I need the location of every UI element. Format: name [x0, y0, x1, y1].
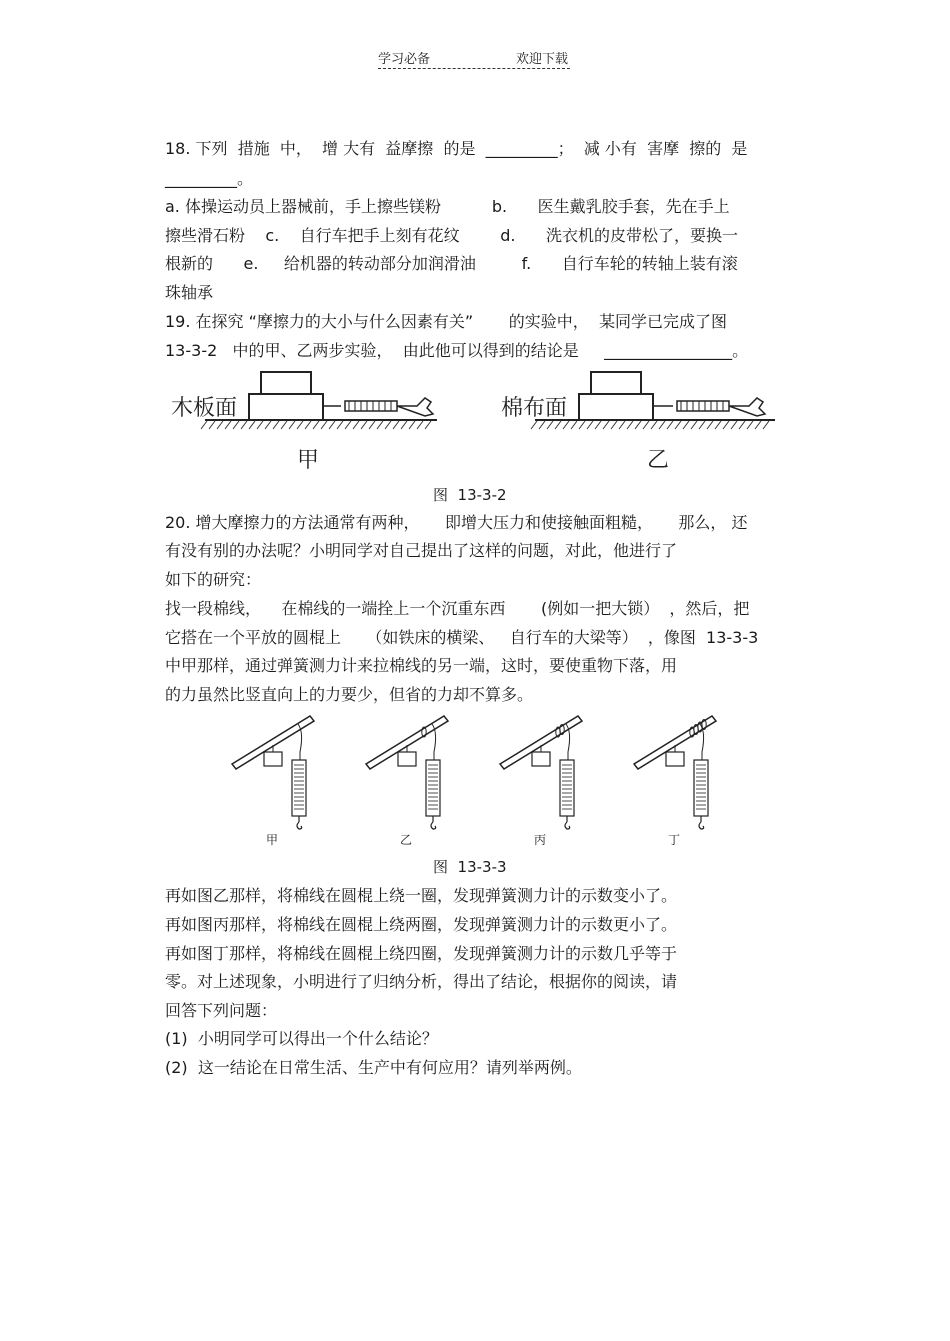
- panel-label: 乙: [400, 833, 413, 847]
- text-line: 再如图丙那样，将棉线在圆棍上绕两圈，发现弹簧测力计的示数更小了。: [165, 915, 678, 934]
- text-line: 找一段棉线， 在棉线的一端拴上一个沉重东西 (例如一把大锁） ，然后，把: [165, 599, 750, 618]
- text-line: 根新的 e. 给机器的转动部分加润滑油 f. 自行车轮的转轴上装有滚: [165, 254, 738, 273]
- text-line: (2) 这一结论在日常生活、生产中有何应用？请列举两例。: [165, 1058, 582, 1077]
- rod-panel: [634, 716, 716, 847]
- friction-setup-wood: [171, 372, 437, 473]
- surface-label-cotton: 棉布面: [501, 396, 568, 421]
- figure-label-yi: 乙: [647, 448, 670, 473]
- text-line: 珠轴承: [165, 283, 214, 302]
- rod-panel: [500, 716, 582, 847]
- text-line: 擦些滑石粉 c. 自行车把手上刻有花纹 d. 洗衣机的皮带松了，要换一: [165, 226, 739, 245]
- text-line: 18. 下列 措施 中， 增 大有 益摩擦 的是 _________； 减 小有 害摩 擦的 是: [165, 139, 748, 158]
- panel-label: 丁: [668, 833, 681, 847]
- friction-setup-cotton: [501, 372, 775, 473]
- text-line: 它搭在一个平放的圆棍上 （如铁床的横梁、 自行车的大梁等） ，像图 13-3-3: [165, 628, 759, 647]
- figure-caption-13-3-2: 图 13-3-2: [433, 486, 507, 504]
- text-line: 回答下列问题：: [165, 1001, 278, 1020]
- text-line: 20. 增大摩擦力的方法通常有两种， 即增大压力和使接触面粗糙， 那么， 还: [165, 513, 748, 532]
- text-line: 19. 在探究 “摩擦力的大小与什么因素有关” 的实验中， 某同学已完成了图: [165, 312, 727, 331]
- panel-label: 丙: [534, 833, 547, 847]
- text-line: 再如图丁那样，将棉线在圆棍上绕四圈，发现弹簧测力计的示数几乎等于: [165, 944, 678, 963]
- text-line: (1) 小明同学可以得出一个什么结论？: [165, 1029, 438, 1048]
- text-line: 如下的研究：: [165, 570, 262, 589]
- text-line: 再如图乙那样，将棉线在圆棍上绕一圈，发现弹簧测力计的示数变小了。: [165, 886, 678, 905]
- surface-label-wood: 木板面: [171, 396, 238, 421]
- text-line: 有没有别的办法呢？小明同学对自己提出了这样的问题，对此，他进行了: [165, 541, 678, 560]
- rod-panel: [366, 716, 448, 847]
- rod-panel: [232, 716, 314, 847]
- text-line: _________。: [165, 169, 254, 188]
- panel-label: 甲: [266, 833, 279, 847]
- page-header: [378, 48, 570, 69]
- text-line: 13-3-2 中的甲、乙两步实验， 由此他可以得到的结论是 ________________。: [165, 341, 749, 360]
- text-line: a. 体操运动员上器械前，手上擦些镁粉 b. 医生戴乳胶手套，先在手上: [165, 197, 730, 216]
- text-line: 中甲那样，通过弹簧测力计来拉棉线的另一端，这时，要使重物下落，用: [165, 656, 678, 675]
- figure-13-3-3: [228, 712, 718, 852]
- text-line: 的力虽然比竖直向上的力要少，但省的力却不算多。: [165, 685, 534, 704]
- header-left: 学习必备: [378, 52, 431, 67]
- figure-caption-13-3-3: 图 13-3-3: [433, 858, 507, 876]
- figure-13-3-2: [165, 365, 785, 475]
- text-line: 零。对上述现象，小明进行了归纳分析，得出了结论，根据你的阅读，请: [165, 972, 678, 991]
- figure-label-jia: 甲: [297, 448, 320, 473]
- header-right: 欢迎下载: [515, 52, 568, 67]
